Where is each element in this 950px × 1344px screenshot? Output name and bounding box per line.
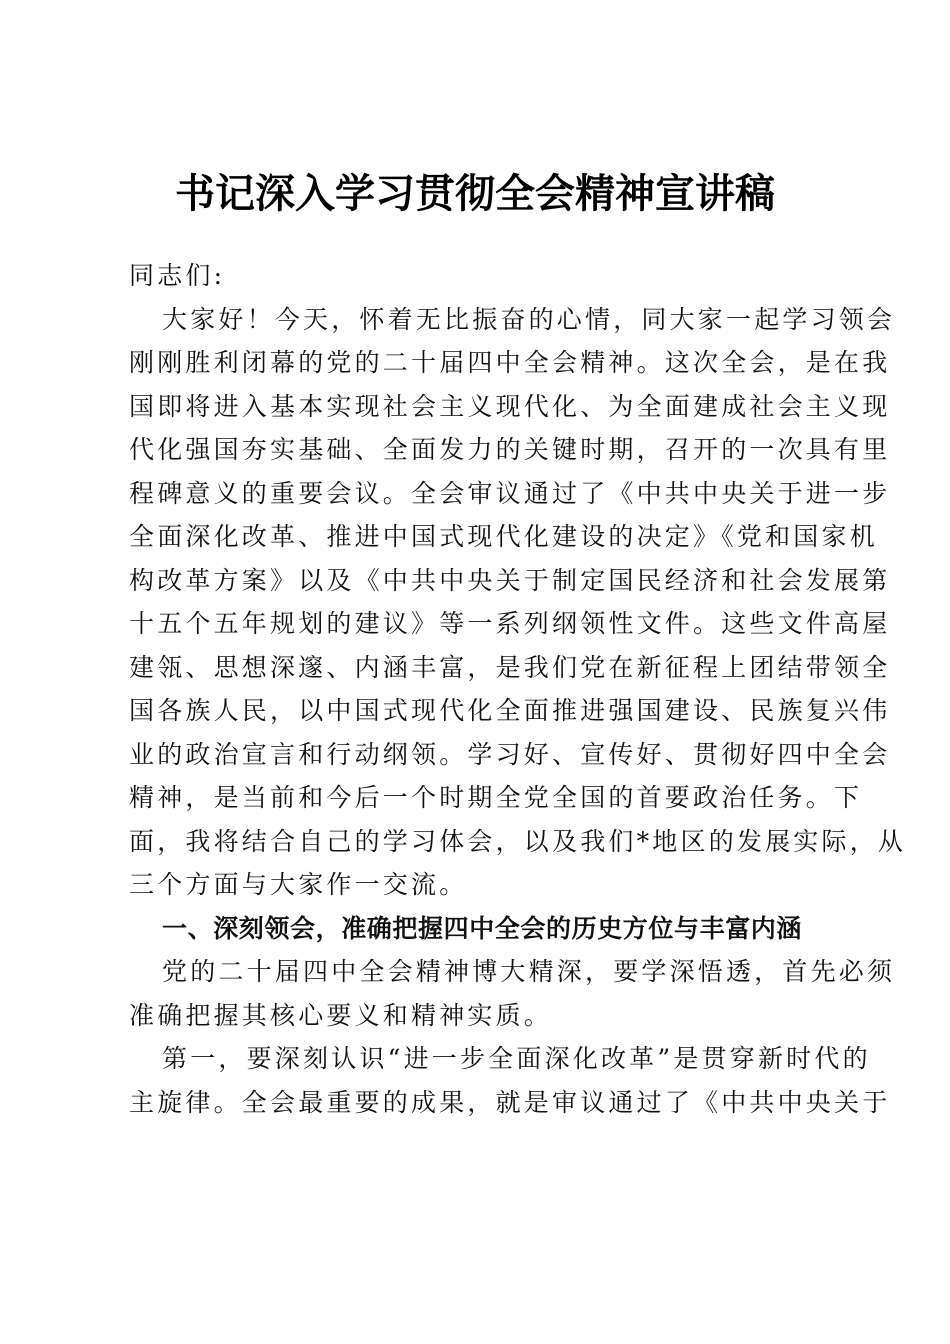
paragraph-line: 代化强国夯实基础、全面发力的关键时期，召开的一次具有里 — [129, 435, 891, 464]
section-heading-1: 一、深刻领会，准确把握四中全会的历史方位与丰富内涵 — [162, 913, 803, 943]
document-title: 书记深入学习贯彻全会精神宣讲稿 — [175, 171, 775, 217]
salutation: 同志们: — [129, 261, 226, 290]
paragraph-line: 全面深化改革、推进中国式现代化建设的决定》《党和国家机 — [129, 522, 878, 551]
paragraph-line: 业的政治宣言和行动纲领。学习好、宣传好、贯彻好四中全会 — [129, 739, 891, 769]
paragraph-line: 程碑意义的重要会议。全会审议通过了《中共中央关于进一步 — [129, 478, 891, 508]
paragraph-line: 第一，要深刻认识“进一步全面深化改革”是贯穿新时代的 — [162, 1044, 871, 1073]
paragraph-line: 国即将进入基本实现社会主义现代化、为全面建成社会主义现 — [129, 391, 891, 421]
paragraph-intro — [129, 298, 907, 907]
paragraph-line: 主旋律。全会最重要的成果，就是审议通过了《中共中央关于 — [129, 1087, 891, 1117]
paragraph-line: 国各族人民，以中国式现代化全面推进强国建设、民族复兴伟 — [129, 696, 891, 725]
paragraph-line: 三个方面与大家作一交流。 — [129, 870, 468, 899]
paragraph-point-1 — [129, 1037, 891, 1124]
paragraph-line: 党的二十届四中全会精神博大精深，要学深悟透，首先必须 — [162, 957, 896, 986]
paragraph-line: 刚刚胜利闭幕的党的二十届四中全会精神。这次全会，是在我 — [129, 348, 891, 377]
paragraph-line: 大家好！今天，怀着无比振奋的心情，同大家一起学习领会 — [162, 304, 896, 334]
paragraph-line: 十五个五年规划的建议》等一系列纲领性文件。这些文件高屋 — [129, 609, 891, 638]
paragraph-section1-intro — [129, 950, 896, 1037]
paragraph-line: 面，我将结合自己的学习体会，以及我们*地区的发展实际，从 — [129, 826, 907, 856]
paragraph-line: 精神，是当前和今后一个时期全党全国的首要政治任务。下 — [129, 783, 863, 812]
paragraph-line: 构改革方案》以及《中共中央关于制定国民经济和社会发展第 — [129, 565, 891, 595]
paragraph-line: 准确把握其核心要义和精神实质。 — [129, 1000, 553, 1030]
paragraph-line: 建瓴、思想深邃、内涵丰富，是我们党在新征程上团结带领全 — [129, 652, 891, 682]
document-body — [129, 254, 907, 1124]
